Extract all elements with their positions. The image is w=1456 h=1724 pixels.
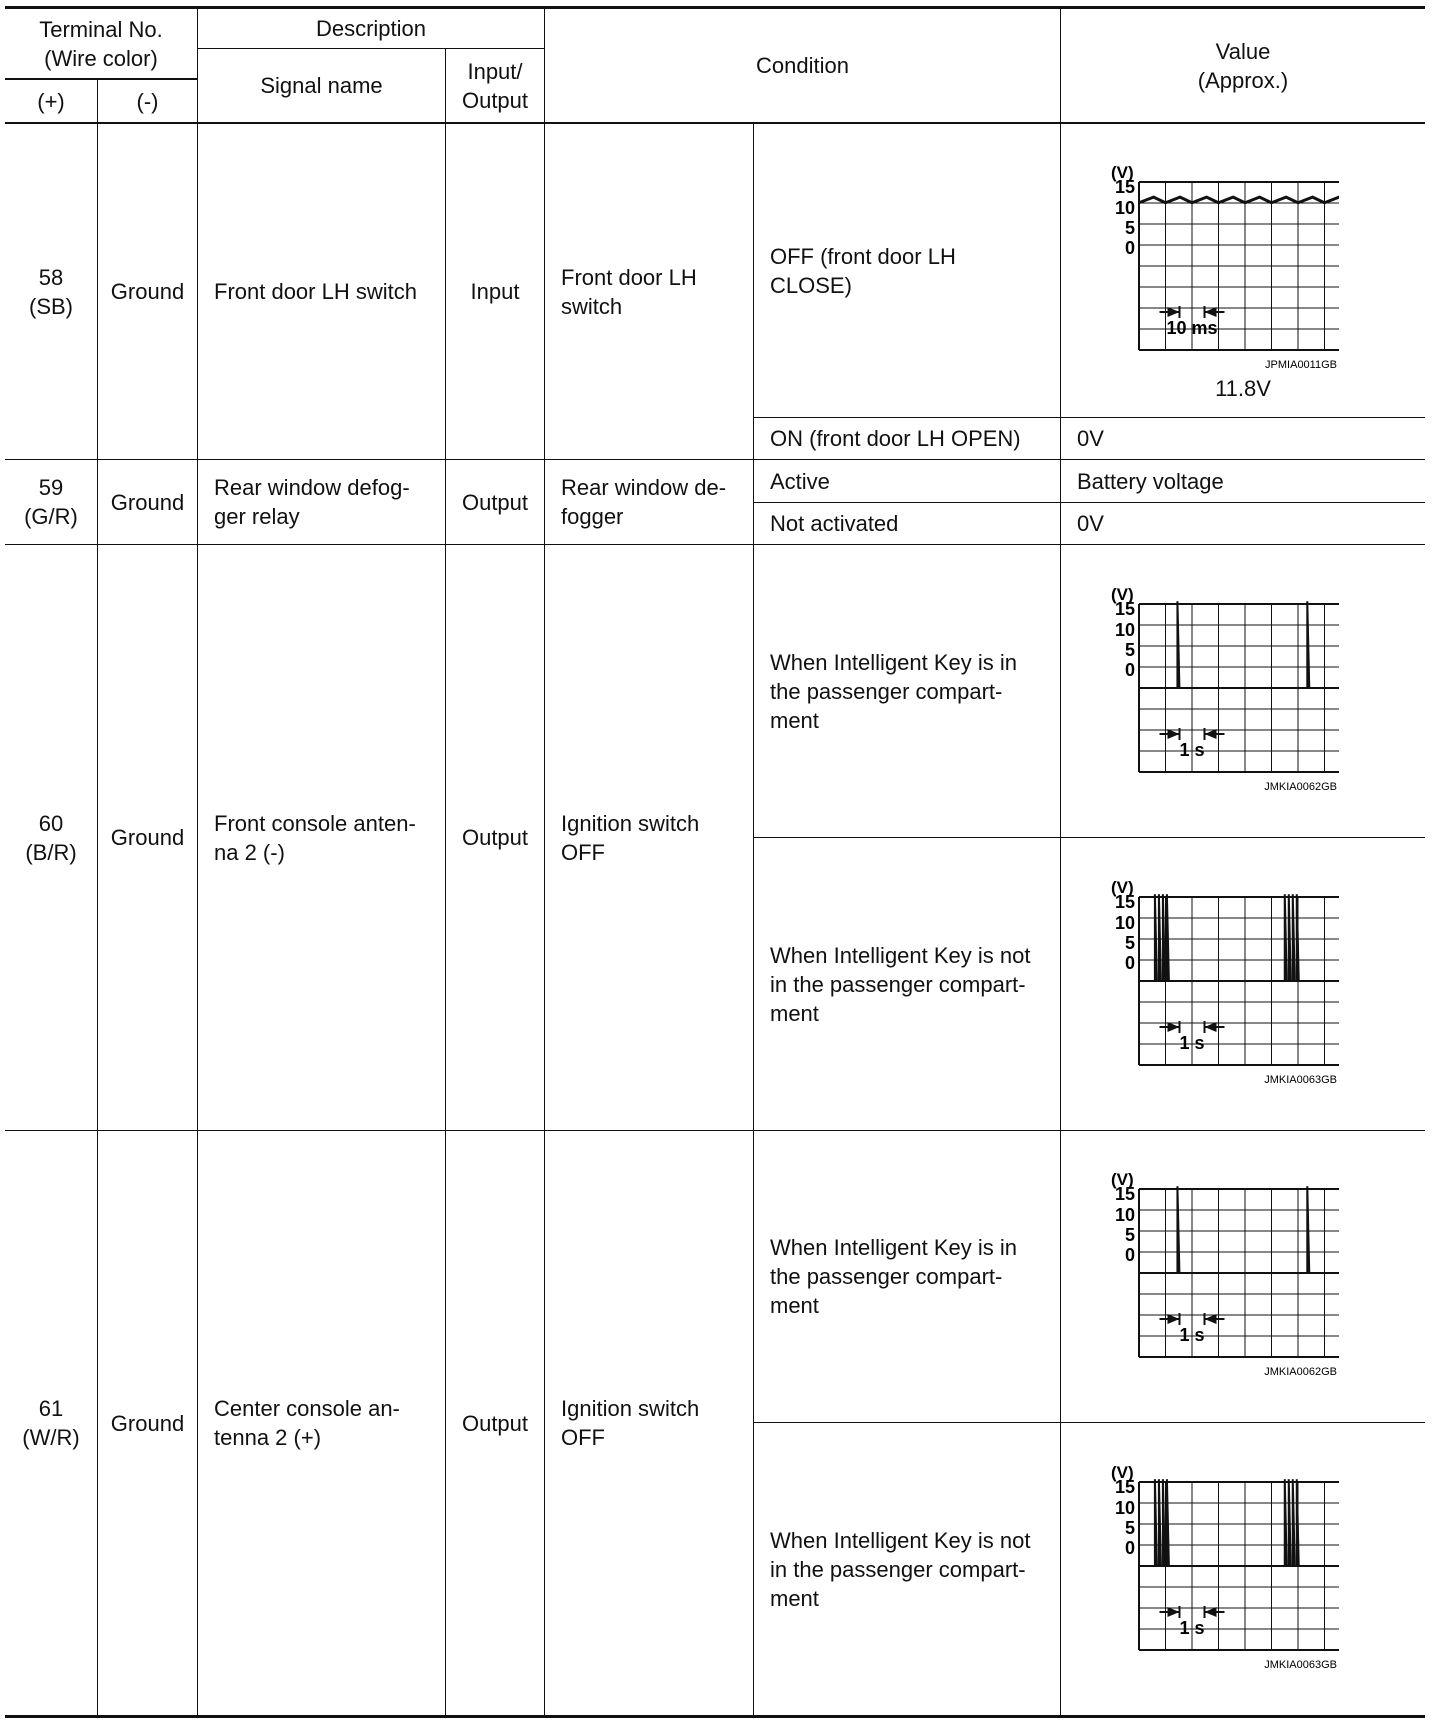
- signal-line: Rear window defog-: [214, 475, 410, 500]
- y-tick-label: 10: [1114, 1205, 1135, 1225]
- y-unit-label: (V): [1111, 878, 1134, 897]
- signal-line: Center console an-: [214, 1396, 400, 1421]
- time-scale-label: 1 s: [1179, 1033, 1205, 1053]
- ground-60: Ground: [110, 825, 185, 850]
- terminal-number: 60: [38, 810, 64, 836]
- waveform-spike: [1289, 894, 1291, 981]
- waveform-spike: [1155, 894, 1157, 981]
- col-rule-6: [1060, 6, 1061, 1717]
- y-unit-label: (V): [1111, 585, 1134, 604]
- time-scale-label: 1 s: [1179, 740, 1205, 760]
- figure-code: JMKIA0062GB: [1264, 1366, 1337, 1378]
- io-60: Output: [461, 825, 529, 850]
- condition-line: OFF: [561, 1425, 605, 1450]
- value-59-not-activated: 0V: [1077, 511, 1104, 536]
- rule-bottom: [5, 1715, 1425, 1718]
- y-tick-label: 15: [1114, 1184, 1135, 1204]
- condition-line: When Intelligent Key is in: [770, 649, 1018, 675]
- value-59-active: Battery voltage: [1077, 468, 1224, 494]
- wire-color: (G/R): [24, 504, 78, 529]
- y-tick-label: 10: [1114, 620, 1135, 640]
- waveform-spike: [1285, 1479, 1287, 1566]
- header-io-line1: Input/: [467, 58, 523, 84]
- header-terminal-no-line1: Terminal No.: [39, 16, 163, 42]
- condition-line: When Intelligent Key is not: [770, 942, 1031, 968]
- condition-line: Rear window de-: [561, 475, 727, 500]
- header-condition: Condition: [756, 53, 849, 78]
- io-58: Input: [470, 279, 520, 304]
- condition-60-in: [754, 545, 1060, 837]
- y-tick-label: 0: [1124, 1245, 1135, 1265]
- time-scale-label: 1 s: [1179, 1325, 1205, 1345]
- condition-line: switch: [561, 293, 623, 319]
- condition-61-in: [754, 1131, 1060, 1422]
- waveform-signal: [1139, 894, 1339, 981]
- terminal-60: [5, 545, 97, 1130]
- waveform-60-in: [1101, 584, 1339, 794]
- header-value-line1: Value: [1215, 38, 1271, 64]
- condition-line: Front door LH: [561, 264, 697, 290]
- y-tick-label: 15: [1114, 1477, 1135, 1497]
- condition-line: OFF: [561, 839, 605, 865]
- y-tick-label: 0: [1124, 660, 1135, 680]
- waveform-60-not-in: [1101, 877, 1339, 1087]
- condition-main-61: [545, 1131, 753, 1715]
- condition-line: in the passenger compart-: [770, 971, 1026, 997]
- waveform-signal: [1139, 1479, 1339, 1566]
- ground-58: Ground: [110, 279, 185, 304]
- condition-main-60: [545, 545, 753, 1130]
- y-tick-label: 5: [1124, 1518, 1135, 1538]
- condition-line: the passenger compart-: [770, 678, 1003, 704]
- condition-59-not-activated: Not activated: [770, 511, 899, 536]
- wire-color: (W/R): [22, 1425, 80, 1450]
- y-unit-label: (V): [1111, 1170, 1134, 1189]
- condition-line: Ignition switch: [561, 810, 700, 836]
- header-plus: (+): [37, 88, 65, 114]
- y-tick-label: 15: [1114, 177, 1135, 197]
- terminal-table: [5, 6, 1425, 1720]
- y-tick-label: 5: [1124, 1225, 1135, 1245]
- y-tick-label: 0: [1124, 1538, 1135, 1558]
- condition-line: Ignition switch: [561, 1396, 700, 1421]
- io-61: Output: [461, 1410, 529, 1436]
- waveform-signal: [1139, 1186, 1339, 1273]
- waveform-spike: [1293, 894, 1295, 981]
- header-terminal-no-line2: (Wire color): [44, 45, 158, 71]
- terminal-number: 59: [38, 475, 64, 500]
- time-scale-label: 10 ms: [1166, 318, 1218, 338]
- condition-line: ment: [770, 1585, 819, 1611]
- header-input-output: [446, 49, 544, 122]
- waveform-spike: [1167, 894, 1169, 981]
- header-terminal-no: [5, 9, 197, 78]
- signal-59: [198, 460, 445, 544]
- figure-code: JMKIA0063GB: [1264, 1074, 1337, 1086]
- ground-61: Ground: [110, 1410, 185, 1436]
- waveform-spike: [1159, 1479, 1161, 1566]
- waveform-spike: [1163, 1479, 1165, 1566]
- waveform-signal: [1139, 601, 1339, 688]
- waveform-58: [1101, 162, 1339, 372]
- figure-code: JMKIA0062GB: [1264, 781, 1337, 793]
- y-tick-label: 5: [1124, 218, 1135, 238]
- waveform-spike: [1167, 1479, 1169, 1566]
- terminal-59: [5, 460, 97, 544]
- value-58-on: 0V: [1077, 426, 1104, 451]
- header-minus: (-): [136, 88, 159, 114]
- header-value-line2: (Approx.): [1197, 67, 1289, 93]
- terminal-number: 61: [38, 1396, 64, 1421]
- terminal-61: [5, 1131, 97, 1715]
- io-59: Output: [461, 489, 529, 515]
- condition-line: ment: [770, 707, 819, 733]
- condition-main-59: [545, 460, 753, 544]
- waveform-61-in: [1101, 1169, 1339, 1379]
- waveform-spike: [1289, 1479, 1291, 1566]
- wire-color: (SB): [29, 293, 73, 319]
- header-io-line2: Output: [461, 87, 529, 113]
- y-tick-label: 0: [1124, 953, 1135, 973]
- waveform-spike: [1177, 1186, 1179, 1273]
- terminal-58: [5, 124, 97, 459]
- waveform-spike: [1155, 1479, 1157, 1566]
- condition-line: When Intelligent Key is not: [770, 1527, 1031, 1553]
- waveform-trace: [1139, 197, 1339, 203]
- waveform-spike: [1285, 894, 1287, 981]
- condition-line: ment: [770, 1000, 819, 1026]
- figure-code: JMKIA0063GB: [1264, 1659, 1337, 1671]
- condition-58-off: [754, 124, 1060, 417]
- condition-59-active: Active: [770, 468, 830, 494]
- terminal-number: 58: [38, 264, 64, 290]
- waveform-61-not-in: [1101, 1462, 1339, 1672]
- condition-61-not-in: [754, 1423, 1060, 1715]
- wire-color: (B/R): [25, 839, 77, 865]
- condition-line: CLOSE): [770, 272, 852, 298]
- time-scale-label: 1 s: [1179, 1618, 1205, 1638]
- y-tick-label: 15: [1114, 599, 1135, 619]
- signal-line: ger relay: [214, 504, 300, 529]
- signal-58: Front door LH switch: [214, 279, 417, 304]
- condition-line: ment: [770, 1293, 819, 1318]
- y-tick-label: 5: [1124, 640, 1135, 660]
- condition-58-on: ON (front door LH OPEN): [770, 426, 1021, 451]
- condition-60-not-in: [754, 838, 1060, 1130]
- signal-line: tenna 2 (+): [214, 1425, 322, 1450]
- condition-line: fogger: [561, 504, 624, 529]
- y-tick-label: 15: [1114, 892, 1135, 912]
- waveform-spike: [1163, 894, 1165, 981]
- y-tick-label: 0: [1124, 238, 1135, 258]
- value-58-off: 11.8V: [1215, 376, 1271, 401]
- waveform-signal: [1139, 197, 1339, 203]
- waveform-spike: [1177, 601, 1179, 688]
- waveform-spike: [1159, 894, 1161, 981]
- y-tick-label: 10: [1114, 913, 1135, 933]
- condition-line: When Intelligent Key is in: [770, 1235, 1018, 1260]
- y-tick-label: 10: [1114, 198, 1135, 218]
- header-value: [1061, 9, 1425, 122]
- y-unit-label: (V): [1111, 1463, 1134, 1482]
- signal-line: na 2 (-): [214, 839, 285, 865]
- figure-code: JPMIA0011GB: [1265, 359, 1337, 371]
- signal-60: [198, 545, 445, 1130]
- header-description: Description: [315, 16, 427, 41]
- condition-line: OFF (front door LH: [770, 243, 956, 269]
- signal-line: Front console anten-: [214, 810, 416, 836]
- waveform-spike: [1293, 1479, 1295, 1566]
- condition-line: in the passenger compart-: [770, 1556, 1026, 1582]
- signal-61: [198, 1131, 445, 1715]
- condition-line: the passenger compart-: [770, 1264, 1003, 1289]
- ground-59: Ground: [110, 489, 185, 515]
- condition-main-58: [545, 124, 753, 459]
- waveform-spike: [1307, 601, 1309, 688]
- y-tick-label: 10: [1114, 1498, 1135, 1518]
- y-tick-label: 5: [1124, 933, 1135, 953]
- waveform-spike: [1307, 1186, 1309, 1273]
- header-signal-name: Signal name: [260, 73, 383, 98]
- y-unit-label: (V): [1111, 163, 1134, 182]
